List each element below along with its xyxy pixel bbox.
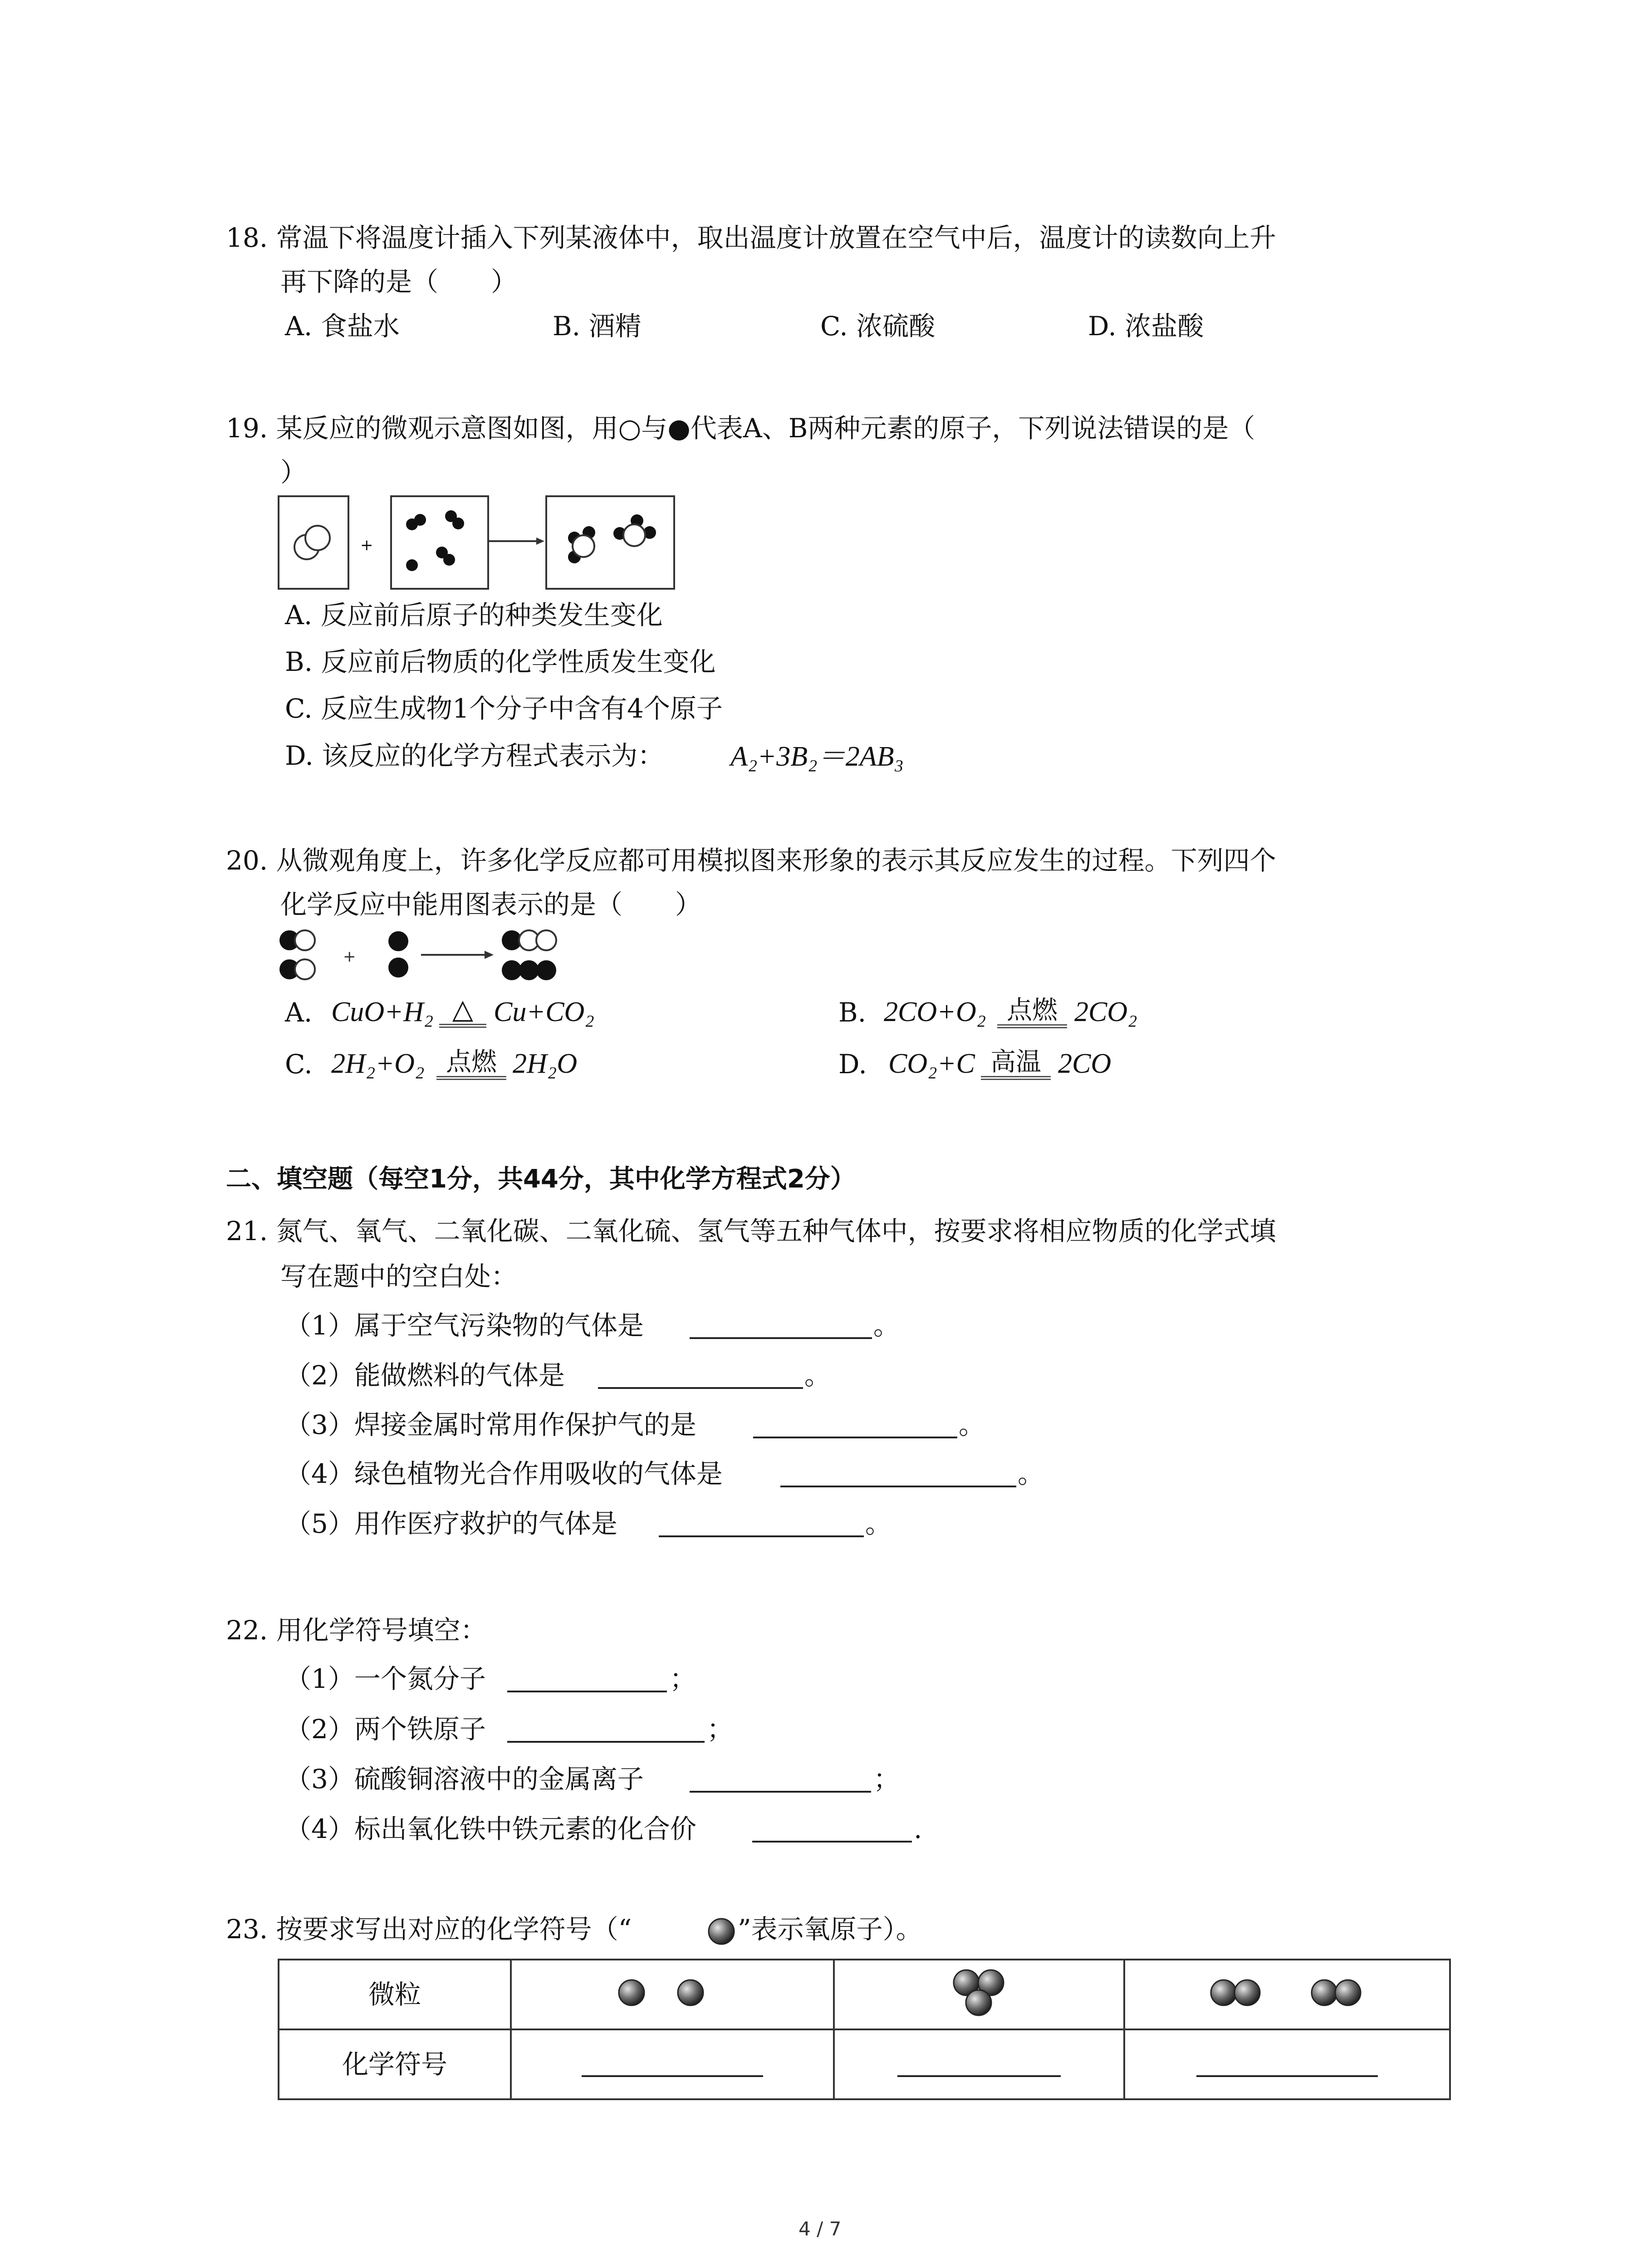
q23-answer-1-blank[interactable] — [582, 2075, 763, 2077]
q23-stem-part1: 23. 按要求写出对应的化学符号（“ — [226, 1914, 632, 1945]
q20-product-molecules — [502, 930, 556, 980]
q22-item-2-blank[interactable] — [507, 1741, 705, 1743]
q20-option-d-condition: 高温 — [981, 1050, 1051, 1080]
q21-item-5-end: 。 — [865, 1508, 892, 1539]
q20-option-a-reactants: CuO+H₂ — [331, 997, 434, 1027]
page-number: 4 / 7 — [798, 2218, 842, 2240]
q21-stem-line2: 写在题中的空白处： — [280, 1261, 518, 1292]
q19-product-box — [545, 495, 675, 590]
q19-stem-line1: 19. 某反应的微观示意图如图，用○与●代表A、B两种元素的原子，下列说法错误的是（ — [226, 413, 1255, 444]
q22-item-1-end: ； — [670, 1663, 696, 1694]
q20-reactant-mixed-molecules — [279, 930, 315, 979]
q19-reactant-b-box — [390, 495, 489, 590]
q23-stem-part2: ”表示氧原子）。 — [738, 1914, 922, 1945]
q20-option-d-label: D. — [838, 1049, 867, 1080]
q19-option-d: D. 该反应的化学方程式表示为： — [285, 740, 664, 771]
q21-item-4-end: 。 — [1018, 1458, 1044, 1489]
ozone-molecule-icon — [947, 1965, 1011, 2020]
q21-stem-line1: 21. 氮气、氧气、二氧化碳、二氧化硫、氢气等五种气体中，按要求将相应物质的化学式填 — [226, 1216, 1276, 1246]
q18-option-b: B. 酒精 — [553, 311, 642, 342]
q20-option-c-condition: 点燃 — [436, 1050, 506, 1080]
q21-item-2: （2）能做燃料的气体是 — [285, 1360, 565, 1391]
q22-stem: 22. 用化学符号填空： — [226, 1615, 487, 1646]
q20-stem-line1: 20. 从微观角度上，许多化学反应都可用模拟图来形象的表示其反应发生的过程。下列四个 — [226, 845, 1276, 876]
q19-b2-molecules — [392, 497, 487, 588]
q23-particle-two-o-atoms — [511, 1960, 834, 2029]
q21-item-5-blank[interactable] — [659, 1535, 864, 1537]
oxygen-atom-icon — [707, 1917, 736, 1946]
section-2-heading: 二、填空题（每空1分，共44分，其中化学方程式2分） — [226, 1164, 856, 1194]
q21-item-4-blank[interactable] — [780, 1486, 1016, 1487]
q23-answer-1[interactable] — [511, 2029, 834, 2099]
q18-option-d: D. 浓盐酸 — [1088, 311, 1204, 342]
q21-item-3-blank[interactable] — [753, 1437, 957, 1438]
q20-option-d-products: 2CO — [1058, 1048, 1112, 1079]
q23-table — [278, 1959, 1451, 2100]
q20-option-d-reactants: CO₂+C — [888, 1048, 975, 1079]
q20-option-b-label: B. — [838, 997, 867, 1028]
q20-option-c-label: C. — [285, 1049, 313, 1080]
q19-equation-d: A₂+3B₂＝2AB₃ — [730, 741, 904, 772]
q22-item-4-blank[interactable] — [752, 1841, 912, 1843]
q21-item-1: （1）属于空气污染物的气体是 — [285, 1310, 644, 1341]
q19-stem-line2: ） — [280, 457, 307, 488]
q22-item-4: （4）标出氧化铁中铁元素的化合价 — [285, 1813, 696, 1844]
q19-option-b: B. 反应前后物质的化学性质发生变化 — [285, 646, 716, 677]
q21-item-1-end: 。 — [873, 1310, 900, 1341]
q18-stem-line2: 再下降的是（ ） — [280, 266, 518, 297]
q20-reactant-black-molecule — [388, 931, 408, 978]
q21-item-2-end: 。 — [804, 1360, 831, 1391]
q21-item-4: （4）绿色植物光合作用吸收的气体是 — [285, 1458, 723, 1489]
q20-arrow-icon — [421, 951, 494, 959]
q19-option-c: C. 反应生成物1个分子中含有4个原子 — [285, 693, 723, 724]
q20-option-b-reactants: 2CO+O₂ — [884, 997, 986, 1027]
q21-item-2-blank[interactable] — [598, 1387, 803, 1389]
q22-item-1: （1）一个氮分子 — [285, 1663, 486, 1694]
q23-answer-3-blank[interactable] — [1196, 2075, 1378, 2077]
q23-particle-two-o2-molecules — [1124, 1960, 1450, 2029]
q23-row-symbols — [279, 2029, 1450, 2099]
q22-item-1-blank[interactable] — [507, 1691, 667, 1692]
q21-item-3-end: 。 — [959, 1409, 985, 1440]
q23-answer-2[interactable] — [834, 2029, 1124, 2099]
q22-item-2: （2）两个铁原子 — [285, 1714, 486, 1745]
q20-option-b-products: 2CO₂ — [1074, 997, 1137, 1027]
q19-plus-sign: + — [360, 536, 373, 554]
q20-plus-sign: + — [343, 948, 356, 966]
q20-option-a-label: A. — [285, 997, 313, 1028]
two-oxygen-atoms-icon — [613, 1975, 731, 2011]
q18-option-a: A. 食盐水 — [285, 311, 400, 342]
q23-label-symbol: 化学符号 — [279, 2029, 511, 2099]
q20-option-c-reactants: 2H₂+O₂ — [331, 1048, 425, 1079]
q22-item-3-end: ； — [873, 1764, 900, 1794]
q19-option-a: A. 反应前后原子的种类发生变化 — [285, 600, 663, 631]
q19-a2-molecule — [279, 497, 348, 588]
q20-option-a-condition: △ — [439, 996, 486, 1028]
q20-stem-line2: 化学反应中能用图表示的是（ ） — [280, 889, 702, 920]
q21-item-3: （3）焊接金属时常用作保护气的是 — [285, 1409, 696, 1440]
two-oxygen-molecules-icon — [1205, 1975, 1369, 2011]
q20-reaction-diagram — [277, 928, 567, 987]
q23-particle-ozone-molecule — [834, 1960, 1124, 2029]
q19-arrow-icon — [486, 534, 545, 548]
q22-item-2-end: ； — [707, 1714, 734, 1745]
q23-label-particle: 微粒 — [279, 1960, 511, 2029]
q22-item-3-blank[interactable] — [690, 1791, 871, 1793]
q23-answer-2-blank[interactable] — [897, 2075, 1061, 2077]
q22-item-3: （3）硫酸铜溶液中的金属离子 — [285, 1764, 644, 1794]
q18-stem-line1: 18. 常温下将温度计插入下列某液体中，取出温度计放置在空气中后，温度计的读数向上升 — [226, 222, 1276, 253]
q21-item-1-blank[interactable] — [690, 1337, 872, 1339]
q18-option-c: C. 浓硫酸 — [820, 311, 936, 342]
q19-reactant-a-box — [278, 495, 349, 590]
q20-option-b-condition: 点燃 — [997, 998, 1067, 1028]
q23-row-particles — [279, 1960, 1450, 2029]
q20-option-c-products: 2H₂O — [513, 1048, 578, 1079]
q20-option-a-products: Cu+CO₂ — [494, 997, 594, 1027]
q21-item-5: （5）用作医疗救护的气体是 — [285, 1508, 617, 1539]
q23-answer-3[interactable] — [1124, 2029, 1450, 2099]
q22-item-4-end: . — [914, 1813, 922, 1844]
q19-ab3-molecules — [547, 497, 673, 588]
